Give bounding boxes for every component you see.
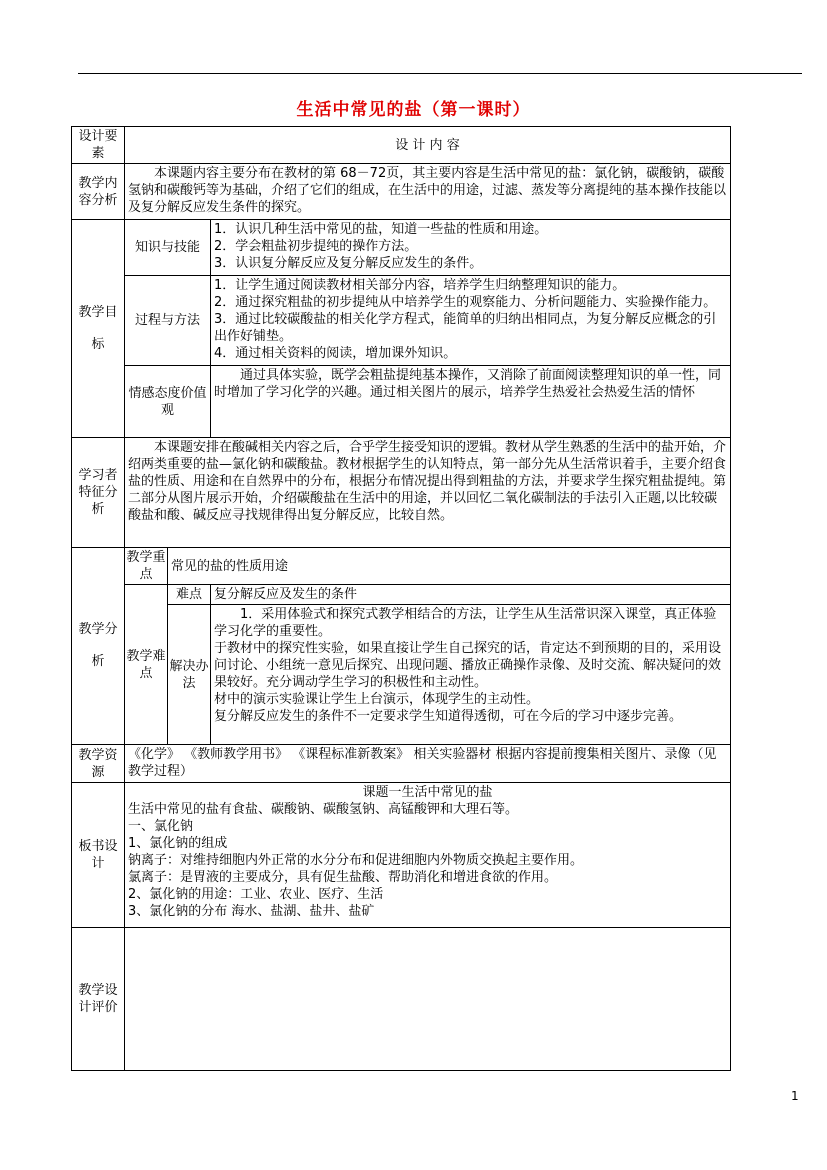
content-analysis-row — [72, 164, 731, 220]
emotion-text: 通过具体实验，既学会粗盐提纯基本操作，又消除了前面阅读整理知识的单一性，同时增加了学习化学的兴趣。通过相关图片的展示，培养学生热爱社会热爱生活的情怀 — [211, 366, 731, 438]
objectives-label: 教学目标 — [72, 220, 125, 438]
board-line: 1、氯化钠的组成 — [128, 836, 228, 851]
teaching-analysis-label: 教学分析 — [72, 548, 125, 745]
difficulty-row — [72, 585, 731, 605]
lesson-design-table — [71, 126, 731, 1071]
learner-analysis-text: 本课题安排在酸碱相关内容之后，合乎学生接受知识的逻辑。教材从学生熟悉的生活中的盐开始，介绍两类重要的盐—氯化钠和碳酸盐。教材根据学生的认知特点，第一部分先从生活常识着手，主要介绍食盐的性质、用途和在自然界中的分布，根据分布情况提出得到粗盐的方法，并要求学生探究粗盐提纯。第二部分从图片展示开始，介绍碳酸盐在生活中的用途，并以回忆二氧化碳制法的手法引入正题,以比较碳酸盐和酸、碱反应寻找规律得出复分解反应，比较自然。 — [125, 438, 731, 548]
knowledge-item: 1．认识几种生活中常见的盐，知道一些盐的性质和用途。 — [214, 222, 548, 237]
learner-analysis-label: 学习者特征分析 — [72, 438, 125, 548]
objectives-knowledge-row — [72, 220, 731, 276]
board-line: 钠离子：对维持细胞内外正常的水分分布和促进细胞内外物质交换起主要作用。 — [128, 853, 584, 868]
process-item: 3．通过比较碳酸盐的相关化学方程式，能简单的归纳出相同点，为复分解反应概念的引出作好铺垫。 — [214, 312, 717, 344]
process-label: 过程与方法 — [125, 276, 211, 366]
table-header-row — [72, 127, 731, 164]
header-rule — [78, 73, 802, 74]
board-line: 一、氯化钠 — [128, 819, 194, 834]
solution-line: 材中的演示实验课让学生上台演示，体现学生的主动性。 — [214, 692, 540, 707]
resources-text: 《化学》 《教师教学用书》 《课程标准新教案》 相关实验器材 根据内容提前搜集相关图片、录像（见教学过程） — [125, 745, 731, 783]
emotion-label: 情感态度价值观 — [125, 366, 211, 438]
process-items — [211, 276, 731, 366]
solution-row — [72, 605, 731, 745]
key-point-text: 常见的盐的性质用途 — [168, 548, 731, 585]
knowledge-item: 3．认识复分解反应及复分解反应发生的条件。 — [214, 256, 483, 271]
knowledge-item: 2．学会粗盐初步提纯的操作方法。 — [214, 239, 418, 254]
solution-text — [211, 605, 731, 745]
resources-row — [72, 745, 731, 783]
content-analysis-text: 本课题内容主要分布在教材的第 68－72页，其主要内容是生活中常见的盐：氯化钠，碳酸钠，碳酸氢钠和碳酸钙等为基础，介绍了它们的组成，在生活中的用途，过滤、蒸发等分离提纯的基本操作技能以及复分解反应发生条件的探究。 — [125, 164, 731, 220]
board-line: 2、氯化钠的用途：工业、农业、医疗、生活 — [128, 887, 384, 902]
evaluation-row — [72, 928, 731, 1071]
content-analysis-label: 教学内容分析 — [72, 164, 125, 220]
evaluation-label: 教学设计评价 — [72, 928, 125, 1071]
board-row — [72, 783, 731, 928]
evaluation-text — [125, 928, 731, 1071]
process-item: 1．让学生通过阅读教材相关部分内容，培养学生归纳整理知识的能力。 — [214, 278, 626, 293]
objectives-process-row — [72, 276, 731, 366]
design-content-heading: 设 计 内 容 — [125, 127, 731, 164]
difficult-label: 教学难点 — [125, 585, 168, 745]
page-number: 1 — [791, 1089, 799, 1103]
solution-line: 复分解反应发生的条件不一定要求学生知道得透彻，可在今后的学习中逐步完善。 — [214, 709, 683, 724]
board-line: 生活中常见的盐有食盐、碳酸钠、碳酸氢钠、高锰酸钾和大理石等。 — [128, 802, 519, 817]
board-label: 板书设计 — [72, 783, 125, 928]
key-point-row — [72, 548, 731, 585]
board-content — [125, 783, 731, 928]
board-line: 3、氯化钠的分布 海水、盐湖、盐井、盐矿 — [128, 904, 375, 919]
design-elements-label: 设计要素 — [72, 127, 125, 164]
board-line: 氯离子：是胃液的主要成分，具有促生盐酸、帮助消化和增进食欲的作用。 — [128, 870, 558, 885]
process-item: 2．通过探究粗盐的初步提纯从中培养学生的观察能力、分析问题能力、实验操作能力。 — [214, 295, 717, 310]
solution-line: 1．采用体验式和探究式教学相结合的方法，让学生从生活常识深入课堂，真正体验学习化学的重要性。 — [214, 607, 717, 639]
solution-label: 解决办法 — [168, 605, 211, 745]
difficulty-label: 难点 — [168, 585, 211, 605]
solution-line: 于教材中的探究性实验，如果直接让学生自己探究的话，肯定达不到预期的目的，采用设问讨论、小组统一意见后探究、出现问题、播放正确操作录像、及时交流、解决疑问的效果较好。充分调动学生学习的积极性和主动性。 — [214, 641, 722, 690]
learner-analysis-row — [72, 438, 731, 548]
process-item: 4．通过相关资料的阅读，增加课外知识。 — [214, 346, 457, 361]
key-point-label: 教学重点 — [125, 548, 168, 585]
board-heading: 课题一生活中常见的盐 — [362, 785, 493, 800]
page-title: 生活中常见的盐（第一课时） — [296, 100, 531, 120]
knowledge-label: 知识与技能 — [125, 220, 211, 276]
knowledge-items — [211, 220, 731, 276]
difficulty-text: 复分解反应及发生的条件 — [211, 585, 731, 605]
objectives-emotion-row — [72, 366, 731, 438]
resources-label: 教学资源 — [72, 745, 125, 783]
